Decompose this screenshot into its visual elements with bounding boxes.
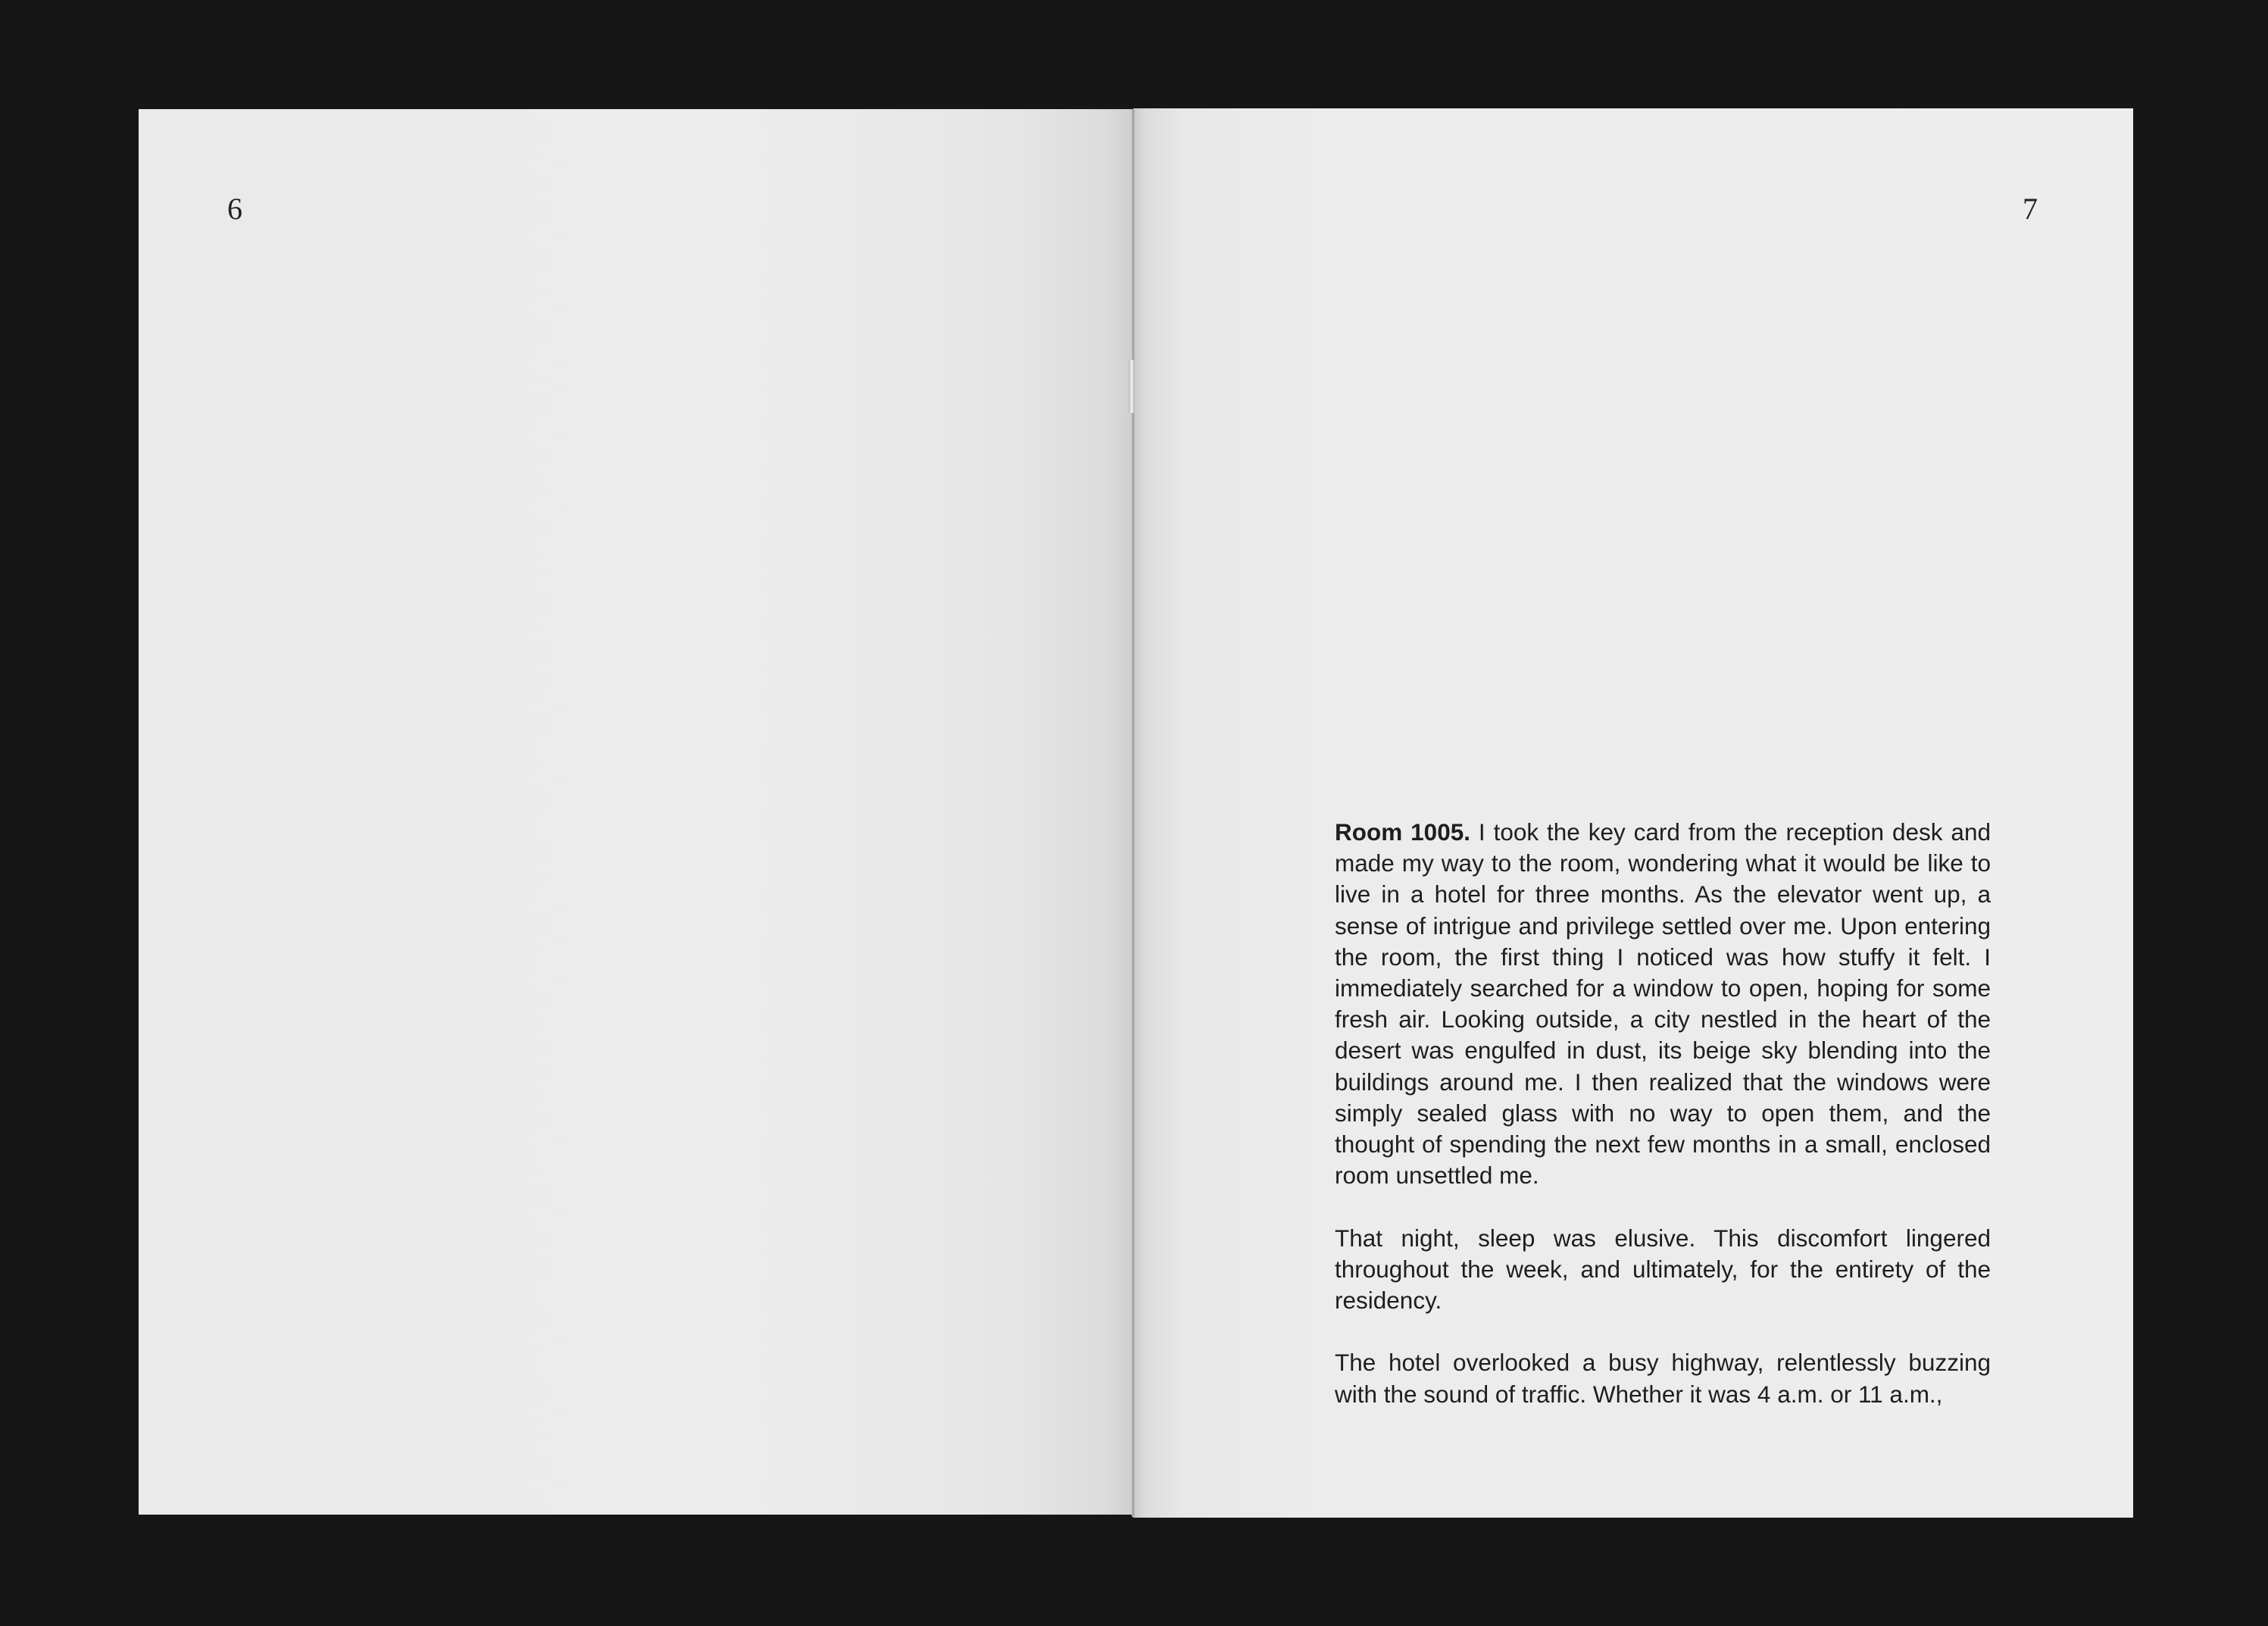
- left-page-number: 6: [227, 192, 242, 226]
- right-page-number: 7: [2023, 192, 2038, 226]
- staple: [1129, 360, 1135, 413]
- paragraph-1-text: I took the key card from the reception desk and made my way to the room, wondering what it would be like to live in a hotel for three months. As the elevator went up, a sense of intrigue and privilege settled over me. Upon entering the room, the first thing I noticed was how stuffy it felt. I immediately searched for a window to open, hoping for some fresh air. Looking outside, a city nestled in the heart of the desert was engulfed in dust, its beige sky blending into the buildings around me. I then realized that the windows were simply sealed glass with no way to open them, and the thought of spending the next few months in a small, enclosed room unsettled me.: [1335, 818, 1991, 1190]
- paragraph-3: The hotel overlooked a busy highway, relentlessly buzzing with the sound of traffic. Whether it was 4 a.m. or 11 a.m.,: [1335, 1349, 1991, 1408]
- room-label: Room 1005.: [1335, 818, 1470, 846]
- paragraph-1: [1335, 817, 1991, 1191]
- binding-gutter: [1132, 109, 1135, 1517]
- paragraph-2: That night, sleep was elusive. This discomfort lingered throughout the week, and ultimately, for the entirety of the residency.: [1335, 1224, 1991, 1315]
- body-text: [1335, 817, 1991, 1410]
- left-page: [139, 109, 1133, 1515]
